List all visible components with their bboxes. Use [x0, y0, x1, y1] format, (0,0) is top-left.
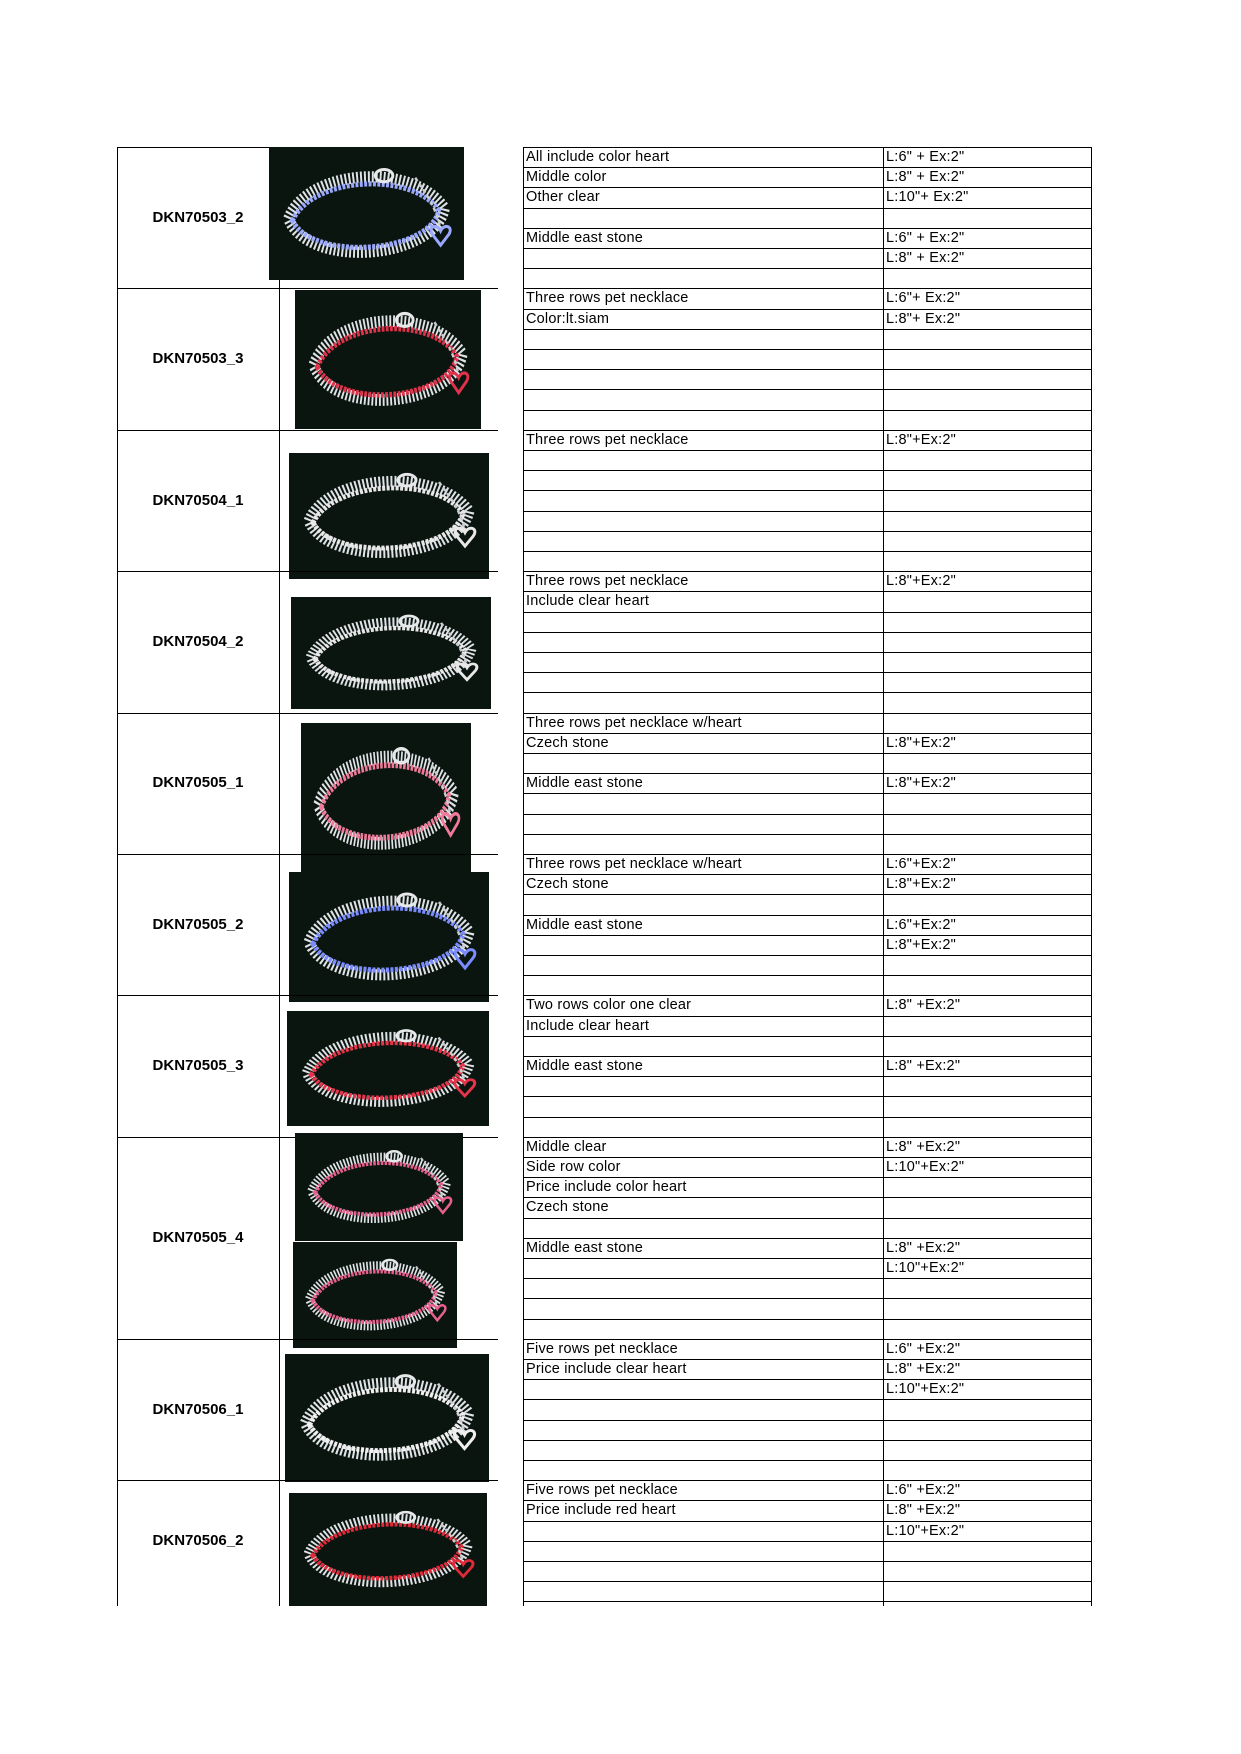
item-divider	[117, 1137, 279, 1138]
row-divider	[523, 975, 1092, 976]
item-divider-photo	[279, 430, 498, 431]
row-divider	[523, 894, 1092, 895]
product-photo	[295, 290, 481, 429]
necklace-icon	[269, 147, 464, 280]
size-cell: L:10"+ Ex:2"	[886, 189, 969, 206]
row-divider	[523, 632, 1092, 633]
size-cell: L:6"+Ex:2"	[886, 916, 956, 933]
description-cell: Include clear heart	[526, 1017, 650, 1034]
size-cell: L:8" + Ex:2"	[886, 250, 965, 266]
row-divider	[523, 793, 1092, 794]
row-divider	[523, 1379, 1092, 1380]
description-cell: Middle east stone	[526, 775, 644, 792]
row-divider	[523, 672, 1092, 673]
size-cell: L:10"+Ex:2"	[886, 1381, 965, 1398]
size-cell: L:6" + Ex:2"	[886, 229, 965, 246]
description-cell: Five rows pet necklace	[526, 1482, 678, 1499]
size-cell: L:6"+ Ex:2"	[886, 290, 961, 307]
row-divider	[523, 187, 1092, 188]
row-divider	[523, 1258, 1092, 1259]
necklace-icon	[291, 597, 491, 709]
product-code: DKN70505_4	[152, 1228, 244, 1246]
row-divider	[523, 1541, 1092, 1542]
size-cell: L:8" +Ex:2"	[886, 1138, 961, 1155]
description-cell: Middle clear	[526, 1138, 607, 1155]
row-divider	[523, 1561, 1092, 1562]
description-cell: Price include color heart	[526, 1179, 687, 1196]
row-divider	[523, 167, 1092, 168]
grid-line-top-code	[117, 147, 279, 148]
size-cell: L:10"+Ex:2"	[886, 1522, 965, 1539]
row-divider	[523, 955, 1092, 956]
size-cell: L:8"+Ex:2"	[886, 573, 956, 590]
description-cell: Five rows pet necklace	[526, 1340, 678, 1357]
item-divider	[117, 713, 279, 714]
size-cell: L:8"+Ex:2"	[886, 775, 956, 792]
product-photo	[295, 1133, 463, 1241]
row-divider	[523, 470, 1092, 471]
product-photo	[301, 723, 471, 875]
row-divider	[523, 1399, 1092, 1400]
size-cell: L:8" +Ex:2"	[886, 1058, 961, 1074]
size-cell: L:6" +Ex:2"	[886, 1340, 961, 1357]
row-divider	[523, 814, 1092, 815]
product-photo	[285, 1354, 489, 1482]
row-divider	[523, 551, 1092, 552]
row-divider	[523, 268, 1092, 269]
product-code: DKN70505_3	[152, 1057, 244, 1075]
product-code: DKN70505_1	[152, 774, 244, 792]
description-cell: Middle east stone	[526, 1239, 644, 1256]
product-photo	[287, 1011, 489, 1126]
description-cell: Three rows pet necklace	[526, 573, 689, 590]
product-sheet	[117, 147, 1092, 1606]
row-divider	[523, 490, 1092, 491]
item-divider-photo	[279, 713, 498, 714]
row-divider	[523, 1521, 1092, 1522]
size-cell: L:8"+ Ex:2"	[886, 310, 961, 327]
description-cell: Three rows pet necklace w/heart	[526, 714, 742, 731]
size-cell: L:6" + Ex:2"	[886, 149, 965, 165]
row-divider	[523, 1581, 1092, 1582]
size-cell: L:6"+Ex:2"	[886, 856, 956, 872]
product-code: DKN70504_1	[152, 491, 244, 509]
size-cell: L:10"+Ex:2"	[886, 1159, 965, 1175]
size-cell: L:6" +Ex:2"	[886, 1482, 961, 1499]
product-photo	[289, 872, 489, 1002]
description-cell: Czech stone	[526, 1199, 609, 1216]
item-divider-photo	[279, 995, 498, 996]
product-photo	[291, 597, 491, 709]
description-cell: Two rows color one clear	[526, 997, 692, 1014]
product-code: DKN70503_2	[152, 208, 244, 226]
row-divider	[523, 652, 1092, 653]
row-divider	[523, 511, 1092, 512]
row-divider	[523, 1601, 1092, 1602]
description-cell: Three rows pet necklace w/heart	[526, 856, 742, 872]
item-divider	[117, 288, 279, 289]
necklace-icon	[295, 1133, 463, 1241]
item-divider-photo	[279, 571, 498, 572]
product-photo	[289, 453, 489, 579]
item-divider	[117, 571, 279, 572]
necklace-icon	[285, 1354, 489, 1482]
description-cell: Middle east stone	[526, 229, 644, 246]
item-divider	[117, 1480, 279, 1481]
size-cell: L:10"+Ex:2"	[886, 1260, 965, 1276]
product-photo	[293, 1242, 457, 1348]
row-divider	[523, 349, 1092, 350]
row-divider	[523, 450, 1092, 451]
row-divider	[523, 248, 1092, 249]
description-cell: Three rows pet necklace	[526, 431, 689, 448]
description-cell: Middle color	[526, 169, 607, 186]
row-divider	[523, 753, 1092, 754]
item-divider	[117, 1339, 279, 1340]
size-cell: L:8"+Ex:2"	[886, 876, 956, 893]
row-divider	[523, 329, 1092, 330]
row-divider	[523, 531, 1092, 532]
product-code: DKN70505_2	[152, 915, 244, 933]
size-cell: L:8" + Ex:2"	[886, 169, 965, 186]
row-divider	[523, 1096, 1092, 1097]
description-cell: Side row color	[526, 1159, 621, 1175]
grid-line-size	[883, 147, 884, 1606]
row-divider	[523, 369, 1092, 370]
description-cell: Middle east stone	[526, 916, 644, 933]
description-cell: Czech stone	[526, 876, 609, 893]
product-code: DKN70506_1	[152, 1400, 244, 1418]
grid-line-right	[1091, 147, 1092, 1606]
row-divider	[523, 1278, 1092, 1279]
row-divider	[523, 1319, 1092, 1320]
product-code: DKN70503_3	[152, 350, 244, 368]
necklace-icon	[287, 1011, 489, 1126]
necklace-icon	[289, 1493, 487, 1606]
row-divider	[523, 1460, 1092, 1461]
product-photo	[269, 147, 464, 280]
size-cell: L:8"+Ex:2"	[886, 431, 956, 448]
necklace-icon	[301, 723, 471, 875]
row-divider	[523, 410, 1092, 411]
row-divider	[523, 1298, 1092, 1299]
size-cell: L:8" +Ex:2"	[886, 997, 961, 1014]
row-divider	[523, 208, 1092, 209]
product-code: DKN70506_2	[152, 1531, 244, 1549]
product-code: DKN70504_2	[152, 632, 244, 650]
item-divider	[117, 430, 279, 431]
grid-line-desc	[523, 147, 524, 1606]
product-photo	[289, 1493, 487, 1606]
necklace-icon	[293, 1242, 457, 1348]
row-divider	[523, 1036, 1092, 1037]
row-divider	[523, 1420, 1092, 1421]
row-divider	[523, 389, 1092, 390]
size-cell: L:8" +Ex:2"	[886, 1361, 961, 1377]
row-divider	[523, 692, 1092, 693]
necklace-icon	[289, 872, 489, 1002]
size-cell: L:8"+Ex:2"	[886, 936, 956, 953]
grid-line-code	[279, 147, 280, 1606]
description-cell: Include clear heart	[526, 593, 650, 610]
item-divider	[117, 995, 279, 996]
row-divider	[523, 935, 1092, 936]
row-divider	[523, 1440, 1092, 1441]
size-cell: L:8" +Ex:2"	[886, 1239, 961, 1256]
row-divider	[523, 1137, 1092, 1138]
description-cell: Color:lt.siam	[526, 310, 610, 327]
description-cell: Middle east stone	[526, 1058, 644, 1074]
description-cell: Price include clear heart	[526, 1361, 687, 1377]
item-divider-photo	[279, 1480, 498, 1481]
description-cell: Price include red heart	[526, 1502, 676, 1519]
description-cell: All include color heart	[526, 149, 670, 165]
size-cell: L:8"+Ex:2"	[886, 734, 956, 751]
row-divider	[523, 834, 1092, 835]
row-divider	[523, 1117, 1092, 1118]
item-divider-photo	[279, 1339, 498, 1340]
description-cell: Czech stone	[526, 734, 609, 751]
size-cell: L:8" +Ex:2"	[886, 1502, 961, 1519]
necklace-icon	[289, 453, 489, 579]
item-divider	[117, 854, 279, 855]
description-cell: Other clear	[526, 189, 600, 206]
necklace-icon	[295, 290, 481, 429]
item-divider-photo	[279, 854, 498, 855]
row-divider	[523, 612, 1092, 613]
row-divider	[523, 1076, 1092, 1077]
row-divider	[523, 1218, 1092, 1219]
description-cell: Three rows pet necklace	[526, 290, 689, 307]
